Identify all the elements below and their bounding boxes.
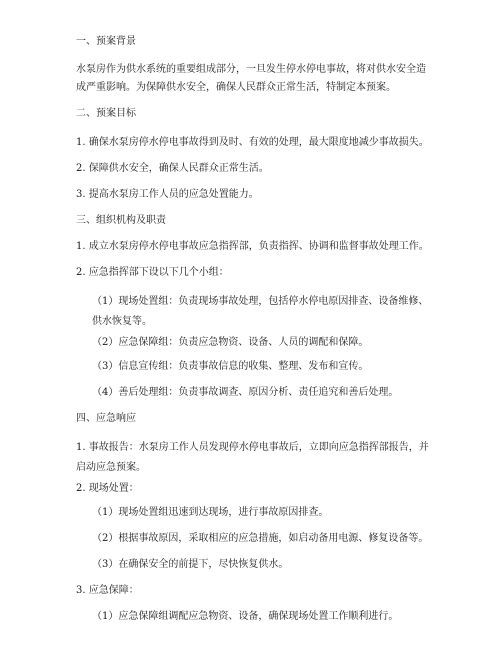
response-item-3: 3. 应急保障： [76,585,139,596]
subgroup-support: （2）应急保障组：负责应急物资、设备、人员的调配和保障。 [92,337,369,348]
subgroup-information: （3）信息宣传组：负责事故信息的收集、整理、发布和宣传。 [92,361,369,372]
organization-item-1: 1. 成立水泵房停水停电事故应急指挥部，负责指挥、协调和监督事故处理工作。 [76,241,429,252]
response-item-1: 1. 事故报告：水泵房工作人员发现停水停电事故后，立即向应急指挥部报告，并启动应急预案。 [76,442,429,473]
organization-item-2: 2. 应急指挥部下设以下几个小组： [76,267,229,278]
section-heading-response: 四、应急响应 [76,413,136,424]
onsite-step-3: （3）在确保安全的前提下，尽快恢复供水。 [92,559,289,570]
onsite-step-1: （1）现场处置组迅速到达现场，进行事故原因排查。 [92,507,329,518]
support-step-1: （1）应急保障组调配应急物资、设备，确保现场处置工作顺利进行。 [92,611,399,622]
onsite-step-2: （2）根据事故原因，采取相应的应急措施，如启动备用电源、修复设备等。 [92,533,429,544]
goal-item-1: 1. 确保水泵房停水停电事故得到及时、有效的处理，最大限度地减少事故损失。 [76,137,429,148]
section-heading-goals: 二、预案目标 [76,108,136,119]
subgroup-onsite: （1）现场处置组：负责现场事故处理，包括停水停电原因排查、设备维修、供水恢复等。 [92,296,429,327]
subgroup-aftermath: （4）善后处理组：负责事故调查、原因分析、责任追究和善后处理。 [92,387,399,398]
background-paragraph: 水泵房作为供水系统的重要组成部分，一旦发生停水停电事故，将对供水安全造成严重影响。为保障供水安全，确保人民群众正常生活，特制定本预案。 [76,64,426,93]
goal-item-3: 3. 提高水泵房工作人员的应急处置能力。 [76,189,259,200]
section-heading-background: 一、预案背景 [76,36,136,47]
section-heading-organization: 三、组织机构及职责 [76,215,166,226]
response-item-2: 2. 现场处置： [76,483,139,494]
goal-item-2: 2. 保障供水安全，确保人民群众正常生活。 [76,163,269,174]
